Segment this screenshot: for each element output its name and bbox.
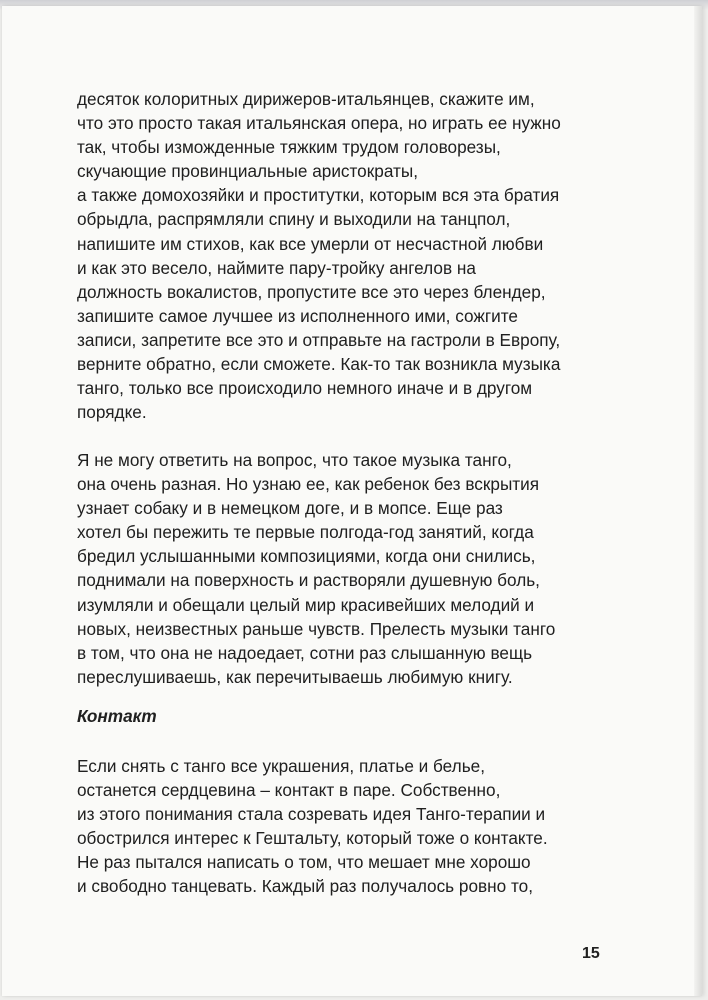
text-line: что это просто такая итальянская опера, но играть ее нужно bbox=[77, 113, 561, 134]
text-line: а также домохозяйки и проститутки, которым вся эта братия bbox=[77, 185, 560, 206]
section-heading: Контакт bbox=[77, 706, 157, 726]
text-line: узнает собаку и в немецком доге, и в мопсе. Еще раз bbox=[77, 498, 503, 519]
text-line: верните обратно, если сможете. Как-то так возникла музыка bbox=[77, 354, 561, 375]
text-line: Если снять с танго все украшения, платье и белье, bbox=[77, 756, 485, 776]
text-line: Я не могу ответить на вопрос, что такое музыка танго, bbox=[77, 450, 512, 470]
text-line: записи, запретите все это и отправьте на гастроли в Европу, bbox=[77, 329, 561, 350]
text-line: изумляли и обещали целый мир красивейших мелодий и bbox=[77, 594, 535, 615]
paragraph-3 bbox=[77, 754, 637, 899]
text-line: обрыдла, распрямляли спину и выходили на танцпол, bbox=[77, 209, 511, 230]
text-line: переслушиваешь, как перечитываешь любимую книгу. bbox=[77, 666, 513, 687]
page-edge bbox=[694, 6, 702, 996]
text-line: новых, неизвестных раньше чувств. Прелесть музыки танго bbox=[77, 618, 556, 639]
text-line: Не раз пытался написать о том, что мешает мне хорошо bbox=[77, 852, 531, 873]
text-line: и свободно танцевать. Каждый раз получалось ровно то, bbox=[77, 876, 534, 897]
text-line: останется сердцевина – контакт в паре. Собственно, bbox=[77, 780, 501, 801]
text-line: и как это весело, наймите пару-тройку ангелов на bbox=[77, 257, 476, 278]
paragraph-2 bbox=[77, 448, 637, 689]
text-line: обострился интерес к Гештальту, который тоже о контакте. bbox=[77, 828, 548, 849]
text-line: бредил услышанными композициями, когда они снились, bbox=[77, 546, 536, 567]
text-line: танго, только все происходило немного иначе и в другом bbox=[77, 378, 533, 399]
text-line: напишите им стихов, как все умерли от несчастной любви bbox=[77, 233, 544, 254]
paragraph-1 bbox=[77, 87, 637, 424]
text-line: хотел бы пережить те первые полгода-год занятий, когда bbox=[77, 522, 534, 543]
text-line: запишите самое лучшее из исполненного ими, сожгите bbox=[77, 305, 518, 326]
page-number: 15 bbox=[582, 945, 600, 962]
text-line: из этого понимания стала созревать идея Танго-терапии и bbox=[77, 804, 546, 825]
text-line: поднимали на поверхность и растворяли душевную боль, bbox=[77, 570, 540, 591]
text-line: скучающие провинциальные аристократы, bbox=[77, 161, 419, 182]
text-line: так, чтобы изможденные тяжким трудом головорезы, bbox=[77, 137, 501, 158]
text-line: десяток колоритных дирижеров-итальянцев, скажите им, bbox=[77, 89, 535, 109]
text-line: в том, что она не надоедает, сотни раз слышанную вещь bbox=[77, 642, 533, 663]
text-line: она очень разная. Но узнаю ее, как ребенок без вскрытия bbox=[77, 474, 540, 495]
text-line: должность вокалистов, пропустите все это через блендер, bbox=[77, 281, 546, 302]
text-line: порядке. bbox=[77, 402, 147, 423]
